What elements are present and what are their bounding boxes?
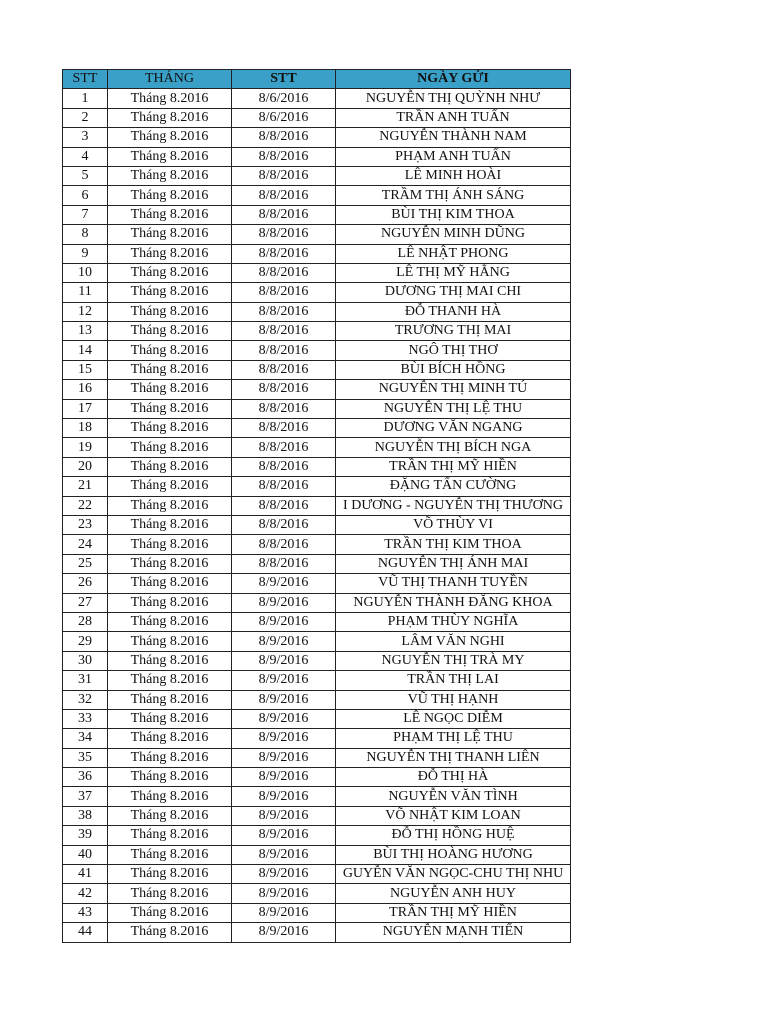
- cell-date: 8/9/2016: [232, 768, 336, 787]
- cell-stt: 9: [63, 244, 108, 263]
- cell-stt: 38: [63, 806, 108, 825]
- cell-date: 8/9/2016: [232, 690, 336, 709]
- cell-name: LÊ NHẬT PHONG: [336, 244, 571, 263]
- cell-name: NGUYỄN ANH HUY: [336, 884, 571, 903]
- cell-name: NGUYỄN THỊ LỆ THU: [336, 399, 571, 418]
- header-row: [63, 70, 571, 89]
- table-row: [63, 826, 571, 845]
- cell-name: LÊ NGỌC DIỄM: [336, 709, 571, 728]
- table-row: [63, 806, 571, 825]
- cell-stt: 13: [63, 322, 108, 341]
- cell-date: 8/8/2016: [232, 166, 336, 185]
- cell-thang: Tháng 8.2016: [108, 593, 232, 612]
- table-row: [63, 612, 571, 631]
- table-row: [63, 225, 571, 244]
- table-row: [63, 768, 571, 787]
- cell-date: 8/8/2016: [232, 535, 336, 554]
- cell-date: 8/8/2016: [232, 341, 336, 360]
- table-row: [63, 360, 571, 379]
- cell-name: ĐỖ THỊ HỒNG HUỆ: [336, 826, 571, 845]
- cell-date: 8/9/2016: [232, 806, 336, 825]
- table-row: [63, 89, 571, 108]
- table-row: [63, 302, 571, 321]
- cell-date: 8/8/2016: [232, 496, 336, 515]
- table-row: [63, 108, 571, 127]
- cell-date: 8/8/2016: [232, 419, 336, 438]
- cell-name: TRƯƠNG THỊ MAI: [336, 322, 571, 341]
- cell-thang: Tháng 8.2016: [108, 322, 232, 341]
- cell-date: 8/8/2016: [232, 477, 336, 496]
- table-row: [63, 341, 571, 360]
- cell-thang: Tháng 8.2016: [108, 709, 232, 728]
- cell-date: 8/9/2016: [232, 709, 336, 728]
- cell-date: 8/9/2016: [232, 748, 336, 767]
- cell-thang: Tháng 8.2016: [108, 457, 232, 476]
- cell-stt: 4: [63, 147, 108, 166]
- cell-date: 8/8/2016: [232, 380, 336, 399]
- cell-name: ĐỖ THỊ HÀ: [336, 768, 571, 787]
- cell-stt: 44: [63, 923, 108, 942]
- table-row: [63, 263, 571, 282]
- cell-stt: 16: [63, 380, 108, 399]
- cell-name: NGÔ THỊ THƠ: [336, 341, 571, 360]
- table-row: [63, 322, 571, 341]
- cell-thang: Tháng 8.2016: [108, 690, 232, 709]
- cell-thang: Tháng 8.2016: [108, 128, 232, 147]
- table-row: [63, 574, 571, 593]
- cell-thang: Tháng 8.2016: [108, 108, 232, 127]
- table-row: [63, 477, 571, 496]
- cell-date: 8/9/2016: [232, 651, 336, 670]
- cell-thang: Tháng 8.2016: [108, 477, 232, 496]
- header-stt: STT: [63, 70, 108, 89]
- cell-stt: 41: [63, 865, 108, 884]
- cell-thang: Tháng 8.2016: [108, 671, 232, 690]
- cell-name: NGUYỄN THỊ MINH TÚ: [336, 380, 571, 399]
- cell-stt: 27: [63, 593, 108, 612]
- cell-name: PHẠM THỊ LỆ THU: [336, 729, 571, 748]
- cell-date: 8/8/2016: [232, 322, 336, 341]
- cell-date: 8/9/2016: [232, 593, 336, 612]
- cell-name: NGUYỄN MINH DŨNG: [336, 225, 571, 244]
- cell-date: 8/9/2016: [232, 632, 336, 651]
- table-row: [63, 554, 571, 573]
- cell-thang: Tháng 8.2016: [108, 89, 232, 108]
- cell-thang: Tháng 8.2016: [108, 574, 232, 593]
- cell-date: 8/8/2016: [232, 186, 336, 205]
- cell-thang: Tháng 8.2016: [108, 612, 232, 631]
- cell-name: TRẦN THỊ KIM THOA: [336, 535, 571, 554]
- cell-stt: 29: [63, 632, 108, 651]
- cell-name: DƯƠNG THỊ MAI CHI: [336, 283, 571, 302]
- table-row: [63, 787, 571, 806]
- cell-stt: 19: [63, 438, 108, 457]
- table-row: [63, 651, 571, 670]
- cell-stt: 14: [63, 341, 108, 360]
- cell-name: BÙI THỊ HOÀNG HƯƠNG: [336, 845, 571, 864]
- cell-thang: Tháng 8.2016: [108, 147, 232, 166]
- cell-stt: 37: [63, 787, 108, 806]
- table-row: [63, 128, 571, 147]
- cell-thang: Tháng 8.2016: [108, 535, 232, 554]
- cell-name: TRẦN THỊ LAI: [336, 671, 571, 690]
- cell-stt: 43: [63, 903, 108, 922]
- cell-thang: Tháng 8.2016: [108, 419, 232, 438]
- cell-date: 8/8/2016: [232, 554, 336, 573]
- cell-thang: Tháng 8.2016: [108, 186, 232, 205]
- cell-name: LÊ MINH HOÀI: [336, 166, 571, 185]
- cell-date: 8/9/2016: [232, 787, 336, 806]
- cell-thang: Tháng 8.2016: [108, 283, 232, 302]
- table-row: [63, 884, 571, 903]
- cell-date: 8/8/2016: [232, 128, 336, 147]
- cell-date: 8/8/2016: [232, 302, 336, 321]
- cell-name: GUYỄN VĂN NGỌC-CHU THỊ NHU: [336, 865, 571, 884]
- cell-stt: 12: [63, 302, 108, 321]
- table-row: [63, 147, 571, 166]
- cell-date: 8/9/2016: [232, 923, 336, 942]
- cell-stt: 11: [63, 283, 108, 302]
- cell-thang: Tháng 8.2016: [108, 884, 232, 903]
- table-row: [63, 496, 571, 515]
- cell-date: 8/8/2016: [232, 205, 336, 224]
- cell-date: 8/6/2016: [232, 108, 336, 127]
- table-row: [63, 690, 571, 709]
- cell-stt: 22: [63, 496, 108, 515]
- cell-name: NGUYỄN THÀNH ĐĂNG KHOA: [336, 593, 571, 612]
- cell-stt: 26: [63, 574, 108, 593]
- cell-name: PHẠM ANH TUẤN: [336, 147, 571, 166]
- cell-date: 8/8/2016: [232, 360, 336, 379]
- cell-thang: Tháng 8.2016: [108, 244, 232, 263]
- cell-name: PHẠM THÙY NGHĨA: [336, 612, 571, 631]
- table-row: [63, 166, 571, 185]
- cell-name: VÕ NHẬT KIM LOAN: [336, 806, 571, 825]
- cell-name: TRẦN THỊ MỸ HIỀN: [336, 903, 571, 922]
- cell-stt: 21: [63, 477, 108, 496]
- cell-name: LÂM VĂN NGHI: [336, 632, 571, 651]
- cell-stt: 35: [63, 748, 108, 767]
- table-row: [63, 186, 571, 205]
- cell-name: BÙI BÍCH HỒNG: [336, 360, 571, 379]
- table-row: [63, 457, 571, 476]
- cell-date: 8/8/2016: [232, 438, 336, 457]
- cell-thang: Tháng 8.2016: [108, 903, 232, 922]
- cell-thang: Tháng 8.2016: [108, 360, 232, 379]
- table-row: [63, 438, 571, 457]
- cell-thang: Tháng 8.2016: [108, 748, 232, 767]
- table-row: [63, 923, 571, 942]
- cell-thang: Tháng 8.2016: [108, 729, 232, 748]
- cell-date: 8/9/2016: [232, 865, 336, 884]
- cell-stt: 30: [63, 651, 108, 670]
- cell-stt: 20: [63, 457, 108, 476]
- cell-date: 8/8/2016: [232, 515, 336, 534]
- cell-date: 8/9/2016: [232, 903, 336, 922]
- cell-stt: 2: [63, 108, 108, 127]
- cell-name: VŨ THỊ THANH TUYỀN: [336, 574, 571, 593]
- cell-date: 8/9/2016: [232, 574, 336, 593]
- header-stt-2: STT: [232, 70, 336, 89]
- cell-date: 8/9/2016: [232, 612, 336, 631]
- cell-thang: Tháng 8.2016: [108, 806, 232, 825]
- cell-thang: Tháng 8.2016: [108, 768, 232, 787]
- cell-name: NGUYỄN THỊ QUỲNH NHƯ: [336, 89, 571, 108]
- cell-date: 8/8/2016: [232, 263, 336, 282]
- cell-stt: 5: [63, 166, 108, 185]
- table-row: [63, 865, 571, 884]
- cell-stt: 3: [63, 128, 108, 147]
- cell-thang: Tháng 8.2016: [108, 787, 232, 806]
- cell-date: 8/8/2016: [232, 225, 336, 244]
- table-row: [63, 709, 571, 728]
- table-row: [63, 380, 571, 399]
- cell-thang: Tháng 8.2016: [108, 399, 232, 418]
- cell-stt: 36: [63, 768, 108, 787]
- cell-stt: 23: [63, 515, 108, 534]
- table-row: [63, 671, 571, 690]
- cell-stt: 31: [63, 671, 108, 690]
- table-row: [63, 399, 571, 418]
- cell-thang: Tháng 8.2016: [108, 865, 232, 884]
- cell-thang: Tháng 8.2016: [108, 225, 232, 244]
- cell-stt: 34: [63, 729, 108, 748]
- cell-name: I DƯƠNG - NGUYỄN THỊ THƯƠNG: [336, 496, 571, 515]
- header-ngay-gui: NGÀY GỬI: [336, 70, 571, 89]
- cell-stt: 17: [63, 399, 108, 418]
- cell-name: NGUYỄN THỊ ÁNH MAI: [336, 554, 571, 573]
- cell-stt: 15: [63, 360, 108, 379]
- cell-name: TRẦM THỊ ÁNH SÁNG: [336, 186, 571, 205]
- cell-stt: 32: [63, 690, 108, 709]
- cell-thang: Tháng 8.2016: [108, 166, 232, 185]
- header-thang: THÁNG: [108, 70, 232, 89]
- cell-name: TRẦN THỊ MỸ HIỀN: [336, 457, 571, 476]
- cell-date: 8/9/2016: [232, 845, 336, 864]
- cell-stt: 6: [63, 186, 108, 205]
- cell-name: NGUYỄN VĂN TÌNH: [336, 787, 571, 806]
- table-row: [63, 845, 571, 864]
- table-row: [63, 283, 571, 302]
- cell-thang: Tháng 8.2016: [108, 341, 232, 360]
- cell-name: NGUYỄN THÀNH NAM: [336, 128, 571, 147]
- cell-date: 8/9/2016: [232, 826, 336, 845]
- table-row: [63, 903, 571, 922]
- cell-thang: Tháng 8.2016: [108, 380, 232, 399]
- cell-thang: Tháng 8.2016: [108, 923, 232, 942]
- cell-date: 8/9/2016: [232, 671, 336, 690]
- table-row: [63, 729, 571, 748]
- cell-date: 8/8/2016: [232, 147, 336, 166]
- cell-date: 8/6/2016: [232, 89, 336, 108]
- cell-name: VŨ THỊ HẠNH: [336, 690, 571, 709]
- cell-stt: 8: [63, 225, 108, 244]
- cell-stt: 1: [63, 89, 108, 108]
- cell-stt: 33: [63, 709, 108, 728]
- cell-stt: 28: [63, 612, 108, 631]
- table-row: [63, 535, 571, 554]
- cell-date: 8/9/2016: [232, 884, 336, 903]
- cell-thang: Tháng 8.2016: [108, 438, 232, 457]
- cell-name: LÊ THỊ MỸ HẰNG: [336, 263, 571, 282]
- cell-thang: Tháng 8.2016: [108, 496, 232, 515]
- cell-date: 8/8/2016: [232, 457, 336, 476]
- cell-stt: 42: [63, 884, 108, 903]
- cell-stt: 18: [63, 419, 108, 438]
- table-body: [63, 89, 571, 942]
- cell-name: ĐẶNG TẤN CƯỜNG: [336, 477, 571, 496]
- cell-thang: Tháng 8.2016: [108, 845, 232, 864]
- cell-stt: 25: [63, 554, 108, 573]
- cell-thang: Tháng 8.2016: [108, 263, 232, 282]
- table-row: [63, 748, 571, 767]
- cell-date: 8/8/2016: [232, 283, 336, 302]
- table-row: [63, 632, 571, 651]
- cell-stt: 24: [63, 535, 108, 554]
- cell-name: TRẦN ANH TUẤN: [336, 108, 571, 127]
- cell-name: NGUYỄN THỊ THANH LIÊN: [336, 748, 571, 767]
- table-row: [63, 593, 571, 612]
- table-row: [63, 244, 571, 263]
- cell-thang: Tháng 8.2016: [108, 651, 232, 670]
- table-row: [63, 205, 571, 224]
- cell-stt: 10: [63, 263, 108, 282]
- cell-name: VÕ THÙY VI: [336, 515, 571, 534]
- cell-name: NGUYỄN THỊ TRÀ MY: [336, 651, 571, 670]
- cell-thang: Tháng 8.2016: [108, 302, 232, 321]
- cell-stt: 40: [63, 845, 108, 864]
- table-row: [63, 515, 571, 534]
- cell-name: ĐỖ THANH HÀ: [336, 302, 571, 321]
- cell-name: BÙI THỊ KIM THOA: [336, 205, 571, 224]
- cell-thang: Tháng 8.2016: [108, 632, 232, 651]
- cell-stt: 7: [63, 205, 108, 224]
- cell-thang: Tháng 8.2016: [108, 554, 232, 573]
- cell-name: DƯƠNG VĂN NGANG: [336, 419, 571, 438]
- cell-thang: Tháng 8.2016: [108, 205, 232, 224]
- table-header: [63, 70, 571, 89]
- cell-thang: Tháng 8.2016: [108, 826, 232, 845]
- cell-name: NGUYỄN MẠNH TIẾN: [336, 923, 571, 942]
- cell-date: 8/9/2016: [232, 729, 336, 748]
- cell-name: NGUYỄN THỊ BÍCH NGA: [336, 438, 571, 457]
- cell-date: 8/8/2016: [232, 399, 336, 418]
- cell-stt: 39: [63, 826, 108, 845]
- cell-thang: Tháng 8.2016: [108, 515, 232, 534]
- data-table: [62, 69, 571, 943]
- cell-date: 8/8/2016: [232, 244, 336, 263]
- table-row: [63, 419, 571, 438]
